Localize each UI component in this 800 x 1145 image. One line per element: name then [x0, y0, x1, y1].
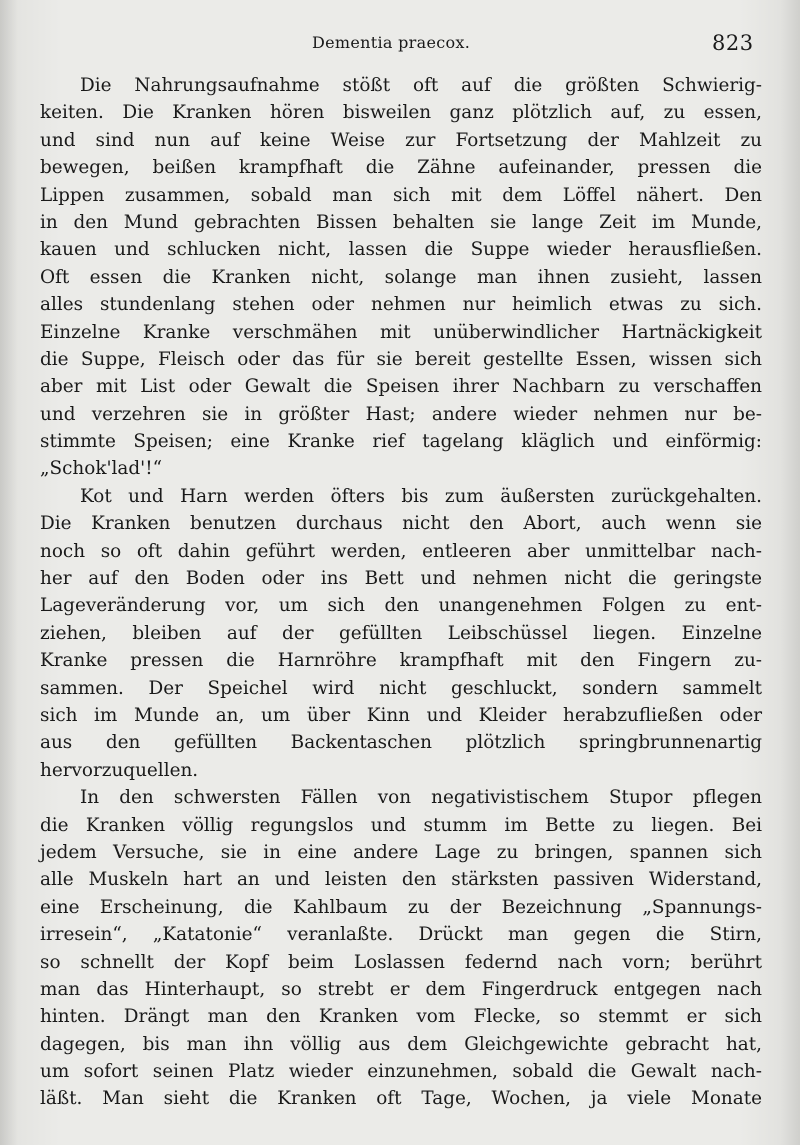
- text-line: Die Kranken benutzen durchaus nicht den Abort, auch wenn sie: [40, 513, 762, 535]
- text-line: ziehen, bleiben auf der gefüllten Leibschüssel liegen. Einzelne: [40, 622, 762, 644]
- text-line: so schnellt der Kopf beim Loslassen federnd nach vorn; berührt: [40, 951, 762, 973]
- text-line: irresein“, „Katatonie“ veranlaßte. Drückt man gegen die Stirn,: [40, 924, 762, 946]
- text-line: die Suppe, Fleisch oder das für sie bereit gestellte Essen, wissen sich: [40, 348, 762, 370]
- page-header: [0, 33, 800, 57]
- text-line: die Kranken völlig regungslos und stumm im Bette zu liegen. Bei: [40, 814, 762, 836]
- text-line: her auf den Boden oder ins Bett und nehmen nicht die geringste: [40, 568, 762, 590]
- text-line: kauen und schlucken nicht, lassen die Suppe wieder herausfließen.: [40, 239, 762, 261]
- text-line: dagegen, bis man ihn völlig aus dem Gleichgewichte gebracht hat,: [40, 1033, 762, 1055]
- text-line: um sofort seinen Platz wieder einzunehmen, sobald die Gewalt nach-: [40, 1061, 762, 1083]
- text-line: hervorzuquellen.: [40, 759, 199, 781]
- text-line: aber mit List oder Gewalt die Speisen ihrer Nachbarn zu verschaffen: [40, 376, 762, 398]
- text-line: man das Hinterhaupt, so strebt er dem Fingerdruck entgegen nach: [40, 978, 762, 1000]
- text-line: eine Erscheinung, die Kahlbaum zu der Bezeichnung „Spannungs-: [40, 896, 762, 918]
- text-line: Kranke pressen die Harnröhre krampfhaft mit den Fingern zu-: [40, 650, 762, 672]
- text-line: und verzehren sie in größter Hast; andere wieder nehmen nur be-: [40, 403, 762, 425]
- text-line: Die Nahrungsaufnahme stößt oft auf die größten Schwierig-: [80, 75, 762, 96]
- text-line: „Schok'lad'!“: [40, 458, 163, 480]
- text-line: sich im Munde an, um über Kinn und Kleider herabzufließen oder: [40, 704, 762, 726]
- text-line: Einzelne Kranke verschmähen mit unüberwindlicher Hartnäckigkeit: [40, 321, 762, 343]
- running-title: Dementia praecox.: [312, 33, 471, 52]
- text-line: läßt. Man sieht die Kranken oft Tage, Wochen, ja viele Monate: [40, 1088, 762, 1110]
- text-line: sammen. Der Speichel wird nicht geschluckt, sondern sammelt: [40, 677, 762, 699]
- text-line: stimmte Speisen; eine Kranke rief tagelang kläglich und einförmig:: [40, 431, 762, 453]
- text-line: keiten. Die Kranken hören bisweilen ganz plötzlich auf, zu essen,: [40, 102, 762, 124]
- text-line: bewegen, beißen krampfhaft die Zähne aufeinander, pressen die: [40, 157, 762, 179]
- text-line: und sind nun auf keine Weise zur Fortsetzung der Mahlzeit zu: [40, 129, 762, 151]
- text-line: alles stundenlang stehen oder nehmen nur heimlich etwas zu sich.: [40, 294, 762, 316]
- body-text: [40, 72, 762, 1113]
- text-line: Oft essen die Kranken nicht, solange man ihnen zusieht, lassen: [40, 266, 762, 288]
- text-line: Lageveränderung vor, um sich den unangenehmen Folgen zu ent-: [40, 595, 762, 617]
- text-line: jedem Versuche, sie in eine andere Lage zu bringen, spannen sich: [40, 841, 762, 863]
- page-number: 823: [712, 31, 754, 55]
- text-line: hinten. Drängt man den Kranken vom Flecke, so stemmt er sich: [40, 1006, 762, 1028]
- text-line: noch so oft dahin geführt werden, entleeren aber unmittelbar nach-: [40, 540, 762, 562]
- text-line: Lippen zusammen, sobald man sich mit dem Löffel nähert. Den: [40, 184, 762, 206]
- text-line: Kot und Harn werden öfters bis zum äußersten zurückgehalten.: [80, 485, 762, 507]
- text-line: aus den gefüllten Backentaschen plötzlich springbrunnenartig: [40, 732, 762, 754]
- text-line: In den schwersten Fällen von negativistischem Stupor pflegen: [80, 787, 762, 809]
- text-line: in den Mund gebrachten Bissen behalten sie lange Zeit im Munde,: [40, 211, 762, 233]
- text-line: alle Muskeln hart an und leisten den stärksten passiven Widerstand,: [40, 869, 762, 891]
